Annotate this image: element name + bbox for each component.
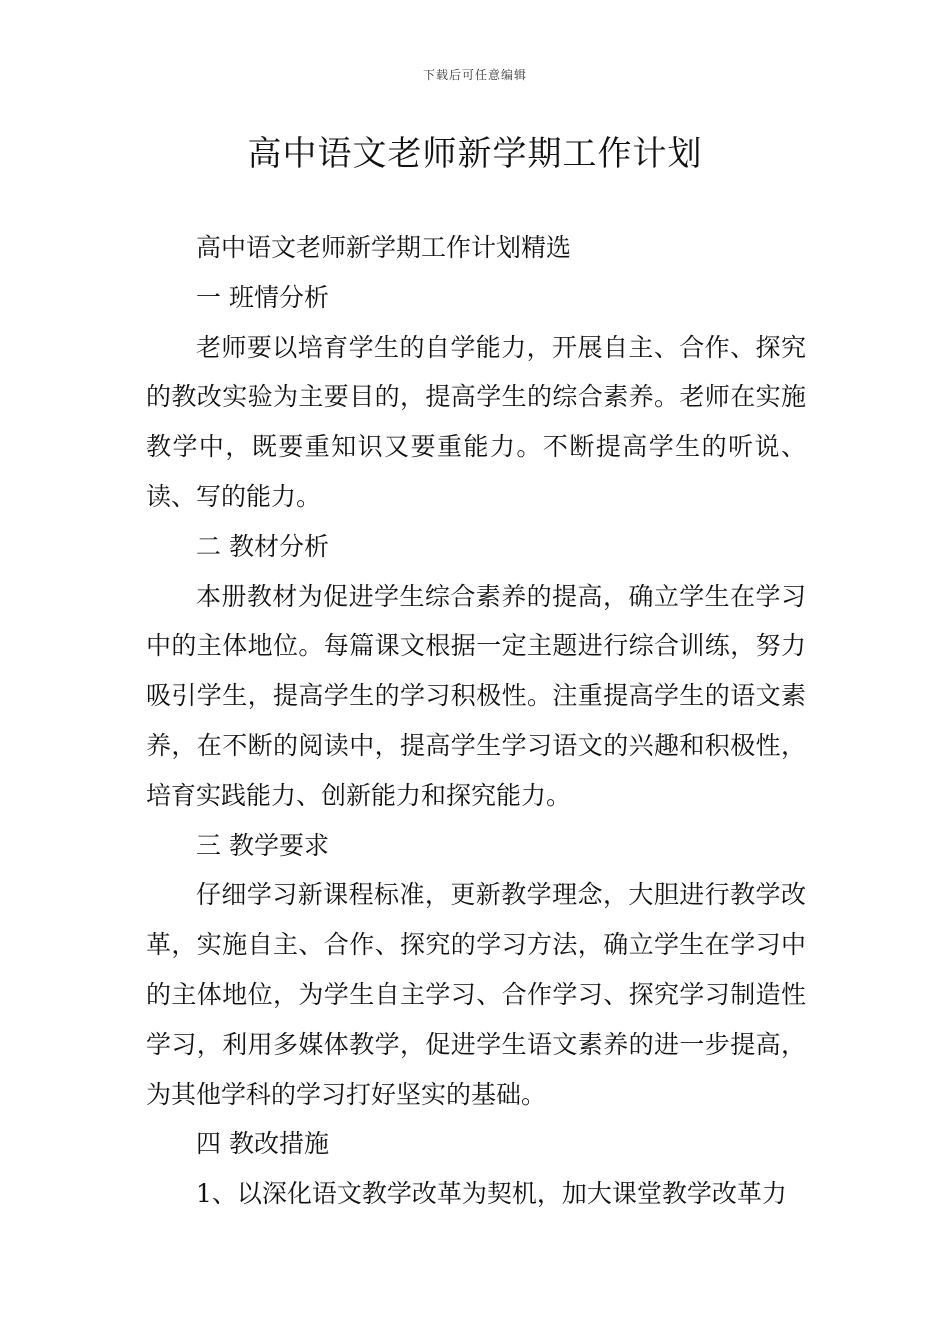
- section-heading-4: 四 教改措施: [196, 1129, 329, 1159]
- document-title: 高中语文老师新学期工作计划: [247, 134, 703, 174]
- header-note: 下载后可任意编辑: [422, 68, 527, 82]
- subtitle-paragraph: 高中语文老师新学期工作计划精选: [196, 233, 572, 262]
- paragraph: 1、以深化语文教学改革为契机，加大课堂教学改革力: [196, 1179, 787, 1209]
- section-heading-3: 三 教学要求: [196, 830, 329, 860]
- paragraph: 老师要以培育学生的自学能力，开展自主、合作、探究的教改实验为主要目的，提高学生的综合素养。老师在实施教学中，既要重知识又要重能力。不断提高学生的听说、读、写的能力。: [146, 332, 806, 511]
- document-body: [146, 223, 806, 1219]
- section-heading-1: 一 班情分析: [196, 282, 329, 312]
- section-heading-2: 二 教材分析: [196, 531, 329, 561]
- paragraph: 仔细学习新课程标准，更新教学理念，大胆进行教学改革，实施自主、合作、探究的学习方法，确立学生在学习中的主体地位，为学生自主学习、合作学习、探究学习制造性学习，利用多媒体教学，促进学生语文素养的进一步提高，为其他学科的学习打好坚实的基础。: [146, 880, 806, 1109]
- paragraph: 本册教材为促进学生综合素养的提高，确立学生在学习中的主体地位。每篇课文根据一定主题进行综合训练，努力吸引学生，提高学生的学习积极性。注重提高学生的语文素养，在不断的阅读中，提高学生学习语文的兴趣和积极性，培育实践能力、创新能力和探究能力。: [146, 581, 806, 810]
